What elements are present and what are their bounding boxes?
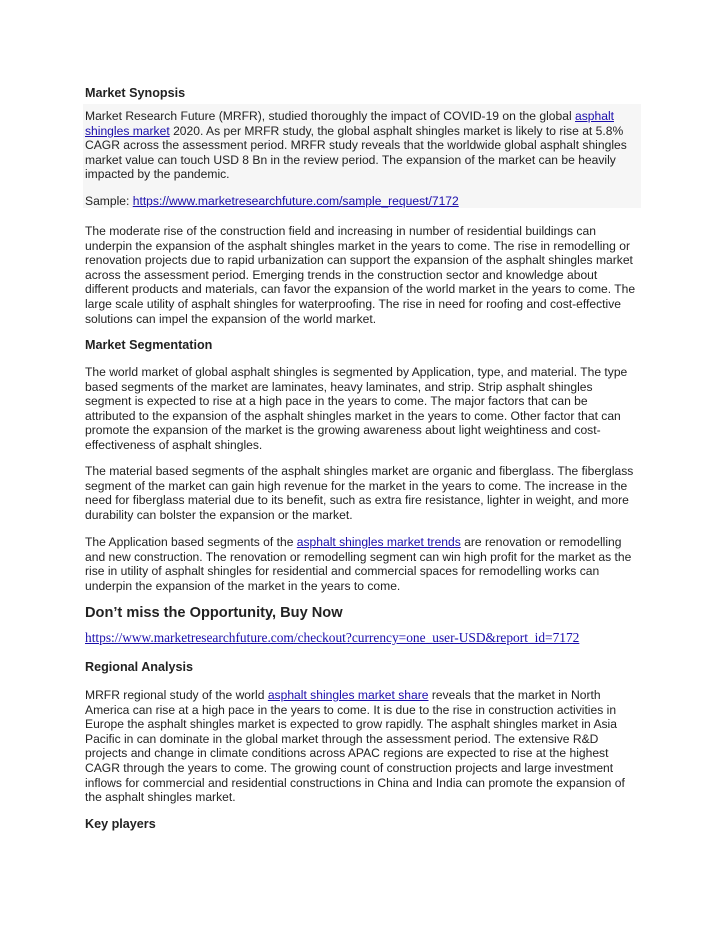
checkout-link[interactable]: https://www.marketresearchfuture.com/checkout?currency=one_user-USD&report_id=7172 xyxy=(85,630,580,645)
market-synopsis-heading: Market Synopsis xyxy=(85,86,186,100)
asphalt-shingles-market-share-link[interactable]: asphalt shingles market share xyxy=(267,688,429,702)
synopsis-text-after: 2020. As per MRFR study, the global asphalt shingles market is likely to rise at 5.8% CAGR across the assessment period. MRFR study reveals that the worldwide global asphalt shingles market value can touch USD 8 Bn in the review period. The expansion of the market can be heavily impacted by the pandemic. xyxy=(85,123,627,182)
key-players-heading: Key players xyxy=(85,817,156,831)
application-text-after: are renovation or remodelling and new construction. The renovation or remodelling segment can win high profit for the market as the rise in utility of asphalt shingles for residential and commercial spaces for remodelling works can underpin the expansion of the market in the years to come. xyxy=(85,535,632,593)
regional-text-before: MRFR regional study of the world xyxy=(85,688,268,702)
regional-text-after: reveals that the market in North America can rise at a high pace in the years to come. It is due to the rise in construction activities in Europe the asphalt shingles market is expected to grow rapidly. The asphalt shingles market in Asia Pacific in can dominate in the global market through the assessment period. The extensive R&D projects and change in climate conditions across APAC regions are expected to rise at the highest CAGR through the years to come. The growing count of construction projects and large investment inflows for commercial and residential constructions in China and India can promote the expansion of the asphalt shingles market. xyxy=(85,688,625,805)
asphalt-shingles-market-link[interactable]: asphalt shingles market xyxy=(85,109,615,138)
application-text-before: The Application based segments of the xyxy=(85,535,297,549)
construction-paragraph: The moderate rise of the construction field and increasing in number of residential buildings can underpin the expansion of the asphalt shingles market in the years to come. The rise in remodelling or renovation projects due to rapid urbanization can support the expansion of the asphalt shingles market across the assessment period. Emerging trends in the construction sector and knowledge about different products and materials, can favor the expansion of the world market in the years to come. The large scale utility of asphalt shingles for waterproofing. The rise in need for roofing and cost-effective solutions can impel the expansion of the world market. xyxy=(85,224,636,326)
regional-paragraph xyxy=(85,688,641,805)
buy-now-heading: Don’t miss the Opportunity, Buy Now xyxy=(85,605,343,621)
segmentation-paragraph-application xyxy=(85,535,641,593)
asphalt-shingles-market-trends-link[interactable]: asphalt shingles market trends xyxy=(296,535,461,549)
sample-request-link[interactable]: https://www.marketresearchfuture.com/sample_request/7172 xyxy=(132,194,459,208)
synopsis-text-before: Market Research Future (MRFR), studied thoroughly the impact of COVID-19 on the global xyxy=(85,109,576,123)
segmentation-paragraph-material: The material based segments of the asphalt shingles market are organic and fiberglass. The fiberglass segment of the market can gain high revenue for the market in the years to come. The increase in the need for fiberglass material due to its benefit, such as extra fire resistance, lighter in weight, and more durability can bolster the expansion or the market. xyxy=(85,464,634,522)
sample-line xyxy=(85,194,641,209)
segmentation-paragraph-type: The world market of global asphalt shingles is segmented by Application, type, and material. The type based segments of the market are laminates, heavy laminates, and strip. Strip asphalt shingles segment is expected to rise at a high pace in the years to come. The major factors that can be attributed to the expansion of the asphalt shingles market in the years to come. Other factor that can promote the expansion of the market is the growing awareness about light weightiness and cost-effectiveness of asphalt shingles. xyxy=(85,365,628,452)
regional-analysis-heading: Regional Analysis xyxy=(85,660,194,674)
synopsis-paragraph xyxy=(85,109,641,182)
sample-label: Sample: xyxy=(85,194,133,208)
market-segmentation-heading: Market Segmentation xyxy=(85,338,213,352)
